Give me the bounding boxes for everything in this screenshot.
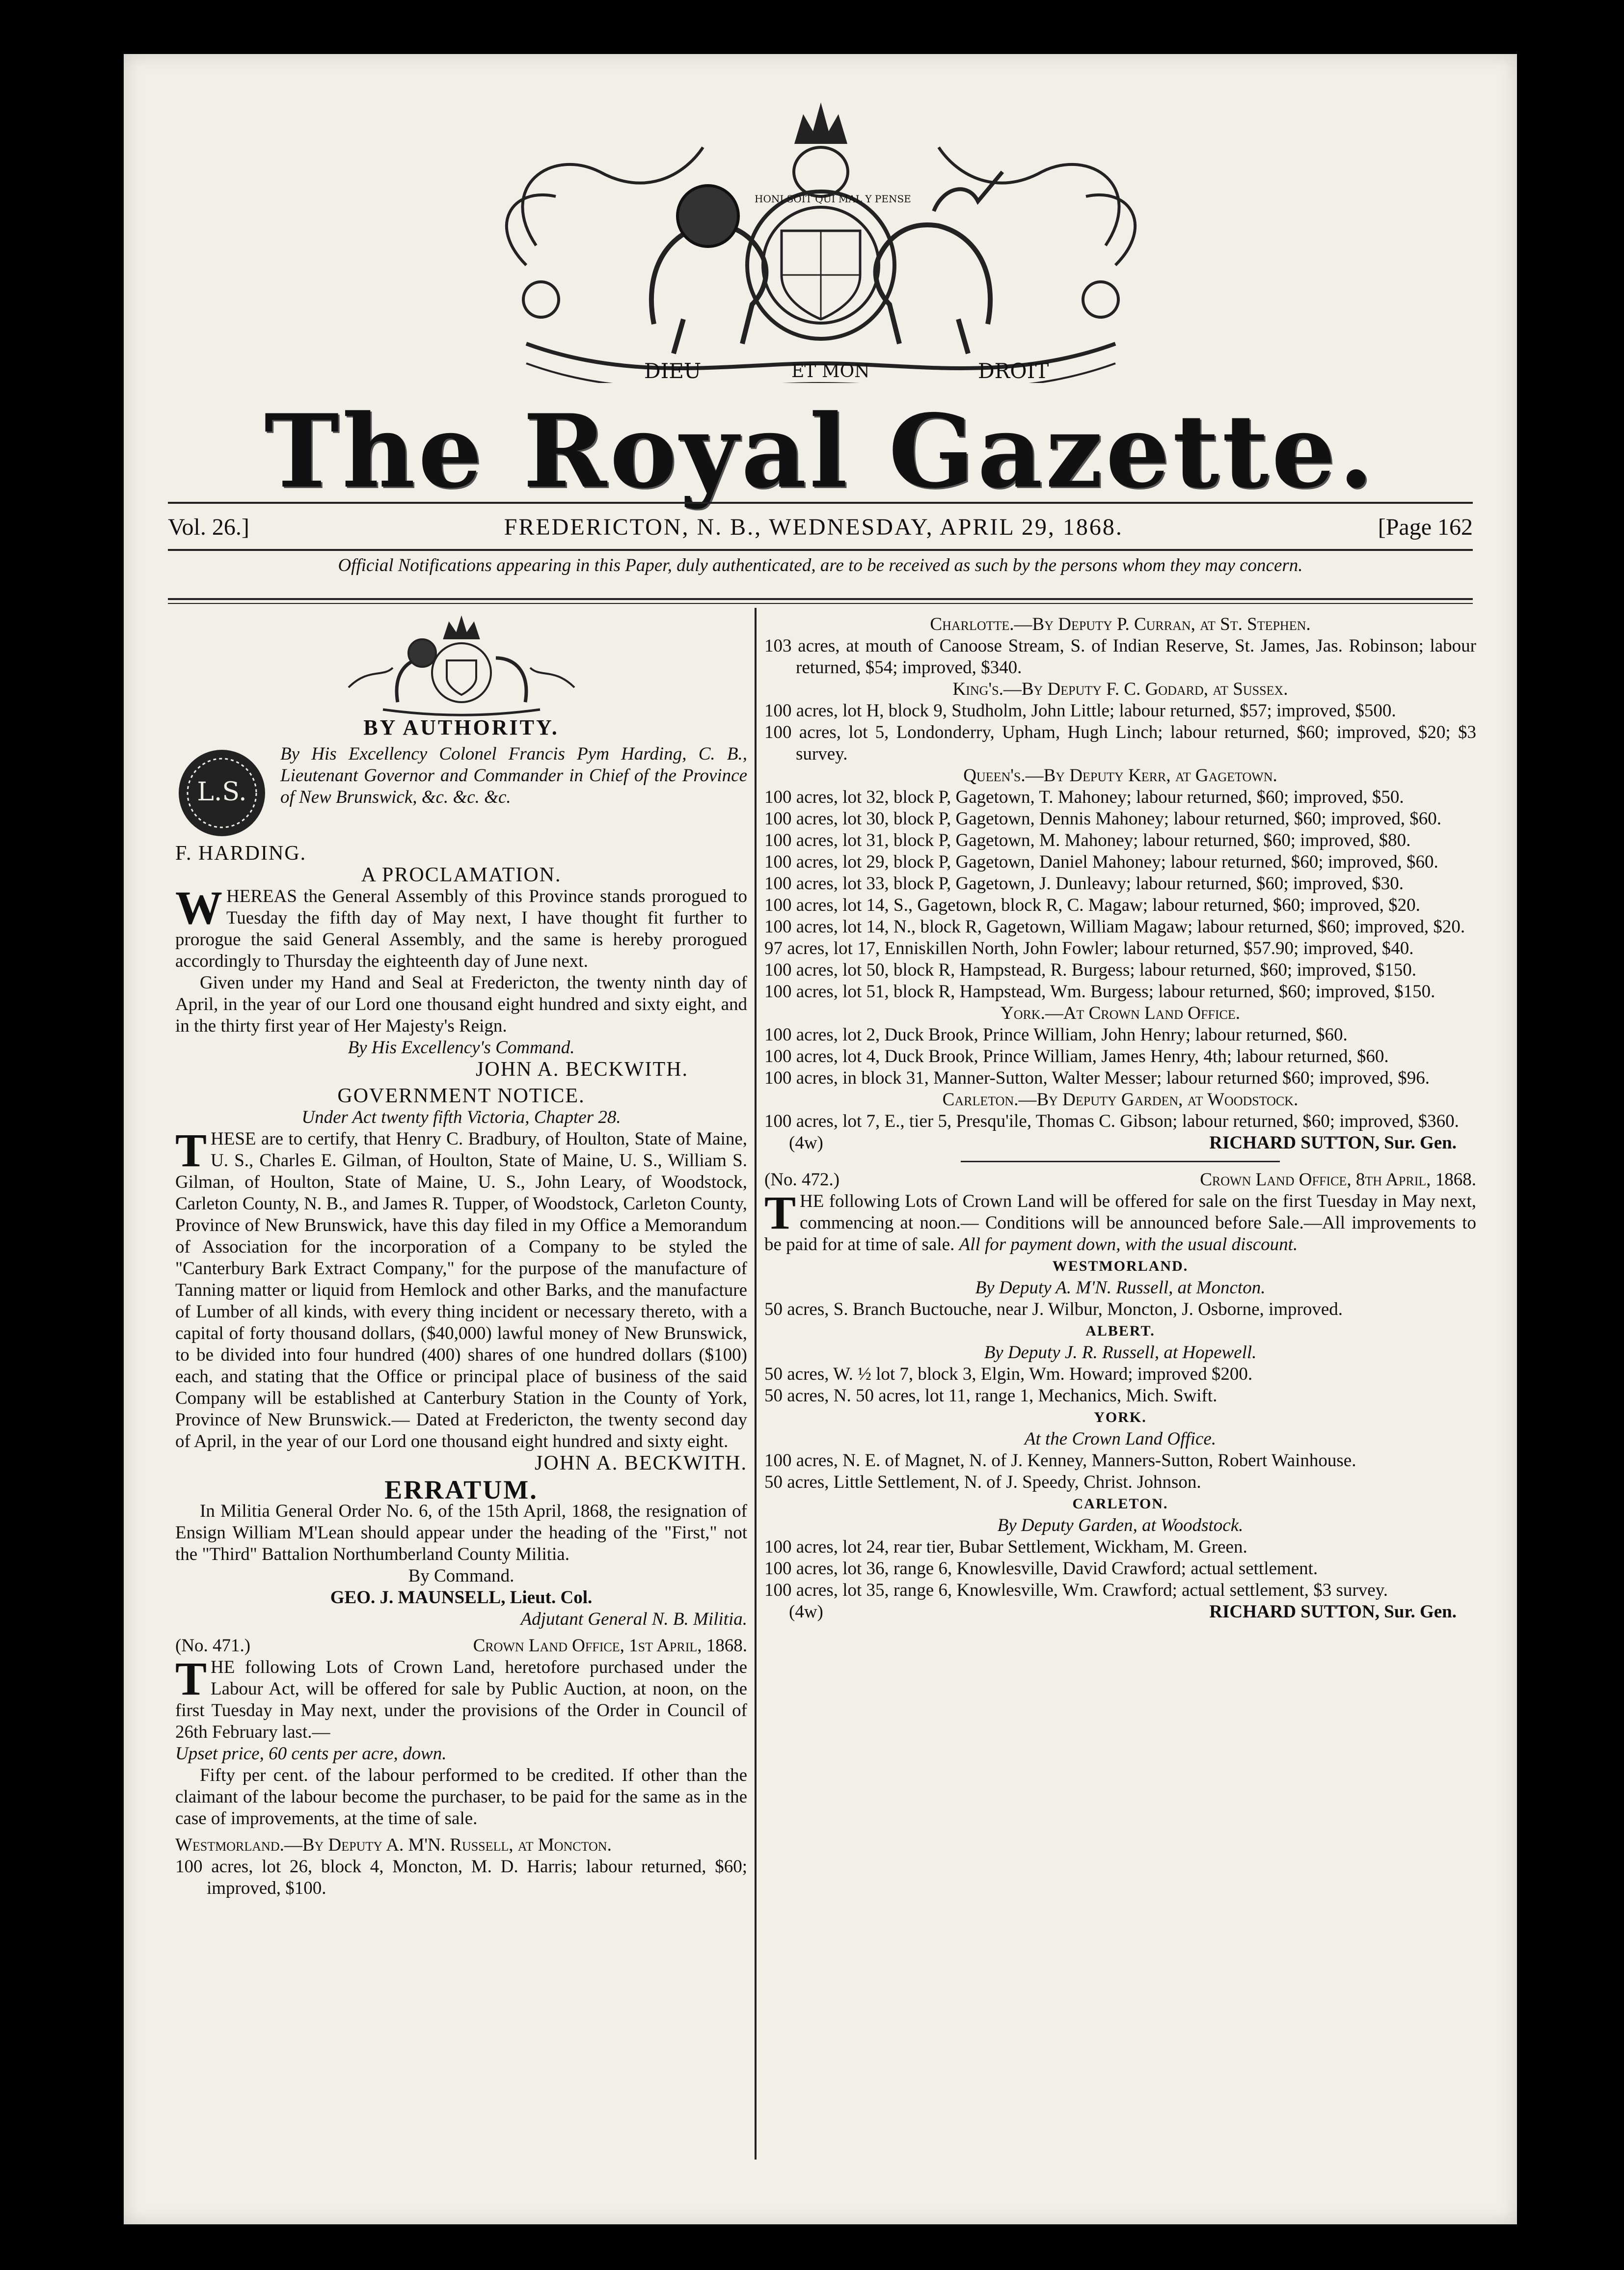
charlotte-list bbox=[764, 635, 1476, 679]
list-item: 50 acres, N. 50 acres, lot 11, range 1, Mechanics, Mich. Swift. bbox=[764, 1386, 1218, 1406]
crown-land-office-date: Crown Land Office, 8th April, 1868. bbox=[1200, 1170, 1476, 1190]
fifty-per-cent: Fifty per cent. of the labour performed to be credited. If other than the claimant of the labour become the purchaser, to be paid for the same as in the case of improvements, at the time of sale. bbox=[175, 1765, 747, 1829]
list-item: 100 acres, lot 14, N., block R, Gagetown, William Magaw; labour returned, $60; improved, $20. bbox=[764, 917, 1465, 937]
list-item: 100 acres, lot 30, block P, Gagetown, Dennis Mahoney; labour returned, $60; improved, $60. bbox=[764, 809, 1442, 829]
albert-subheading: ALBERT. bbox=[1085, 1323, 1155, 1339]
notice-472-body: HE following Lots of Crown Land will be offered for sale on the first Tuesday in May next, commencing at noon.— Conditions will be announced before Sale.—All improvements to be paid for at time of sale. bbox=[764, 1191, 1476, 1255]
insertion-mark: (4w) bbox=[789, 1602, 823, 1622]
place-and-date: FREDERICTON, N. B., WEDNESDAY, APRIL 29, 1868. bbox=[504, 514, 1123, 540]
column-divider bbox=[755, 608, 757, 2160]
kings-list bbox=[764, 700, 1476, 765]
list-item: 100 acres, lot 31, block P, Gagetown, M. Mahoney; labour returned, $60; improved, $80. bbox=[764, 830, 1411, 850]
volume-number: Vol. 26.] bbox=[168, 514, 249, 540]
york-heading: York.—At Crown Land Office. bbox=[1000, 1003, 1241, 1023]
carleton-list bbox=[764, 1111, 1476, 1132]
svg-text:L.S.: L.S. bbox=[197, 777, 247, 807]
york-deputy: At the Crown Land Office. bbox=[1024, 1429, 1217, 1449]
list-item: 100 acres, lot 35, range 6, Knowlesville, Wm. Crawford; actual settlement, $3 survey. bbox=[764, 1580, 1388, 1600]
government-notice-body: HESE are to certify, that Henry C. Bradbury, of Houlton, State of Maine, U. S., Charles E. Gilman, of Houlton, State of Maine, U. S., William S. Gilman, of Houlton, State of Maine, U. S., John Leary, of Woodstock, Carleton County, N. B., and James R. Tupper, of Woodstock, Carleton County, Province of New Brunswick, have this day filed in my Office a Memorandum of Association for the incorporation of a Company to be styled the "Canterbury Bark Extract Company," for the purpose of the manufacture of Tanning matter or liquid from Hemlock and other Barks, and the manufacture of Lumber of all kinds, with every thing incident or necessary thereto, with a capital of forty thousand dollars, ($40,000) lawful money of New Brunswick, to be divided into four hundred (400) shares of one hundred dollars ($100) each, and stating that the Office or principal place of business of the said Company will be established at Canterbury Station in the County of York, Province of New Brunswick.— Dated at Fredericton, the twenty second day of April, in the year of our Lord one thousand eight hundred and sixty eight. bbox=[175, 1129, 747, 1451]
beckwith-signature: JOHN A. BECKWITH. bbox=[535, 1452, 747, 1475]
list-item: 100 acres, lot 26, block 4, Moncton, M. D. Harris; labour returned, $60; improved, $100. bbox=[175, 1857, 747, 1898]
list-item: 50 acres, W. ½ lot 7, block 3, Elgin, Wm. Howard; improved $200. bbox=[764, 1364, 1253, 1384]
government-notice-act: Under Act twenty fifth Victoria, Chapter 28. bbox=[301, 1107, 621, 1127]
left-column bbox=[175, 614, 747, 1899]
small-coat-of-arms bbox=[339, 614, 584, 717]
carleton-deputy: By Deputy Garden, at Woodstock. bbox=[997, 1515, 1244, 1535]
government-notice-heading: GOVERNMENT NOTICE. bbox=[337, 1085, 585, 1107]
page-number: [Page 162 bbox=[1378, 514, 1473, 540]
notice-471-body: HE following Lots of Crown Land, heretofore purchased under the Labour Act, will be offered for sale by Public Auction, at noon, on the first Tuesday in May next, under the provisions of the Order in Council of 26th February last.— bbox=[175, 1657, 747, 1742]
crown-land-office-date: Crown Land Office, 1st April, 1868. bbox=[473, 1636, 747, 1656]
notice-number: (No. 472.) bbox=[764, 1170, 840, 1190]
list-item: 100 acres, lot 5, Londonderry, Upham, Hugh Linch; labour returned, $60; improved, $20; $3 survey. bbox=[764, 722, 1476, 764]
by-command: By Command. bbox=[408, 1566, 514, 1586]
westmorland-deputy: By Deputy A. M'N. Russell, at Moncton. bbox=[975, 1278, 1266, 1298]
beckwith-signature: JOHN A. BECKWITH. bbox=[476, 1058, 688, 1081]
list-item: 50 acres, S. Branch Buctouche, near J. Wilbur, Moncton, J. Osborne, improved. bbox=[764, 1299, 1343, 1319]
command-line: By His Excellency's Command. bbox=[348, 1038, 575, 1058]
notice-number: (No. 471.) bbox=[175, 1636, 251, 1656]
erratum-body: In Militia General Order No. 6, of the 15th April, 1868, the resignation of Ensign William M'Lean should appear under the heading of the "First," not the "Third" Battalion Northumberland County Militia. bbox=[175, 1501, 747, 1564]
proclamation-body: HEREAS the General Assembly of this Province stands prorogued to Tuesday the fifth day of May next, I have thought fit further to prorogue the said General Assembly, and the same is hereby prorogued accordingly to Thursday the eighteenth day of June next. bbox=[175, 886, 747, 971]
newspaper-title: The Royal Gazette. bbox=[264, 393, 1377, 511]
list-item: 100 acres, lot 50, block R, Hampstead, R. Burgess; labour returned, $60; improved, $150. bbox=[764, 960, 1417, 980]
proclamation-heading: A PROCLAMATION. bbox=[361, 864, 562, 886]
carleton-subheading: CARLETON. bbox=[1072, 1496, 1168, 1512]
erratum-heading: ERRATUM. bbox=[384, 1475, 538, 1504]
list-item: 100 acres, lot 24, rear tier, Bubar Settlement, Wickham, M. Green. bbox=[764, 1537, 1247, 1557]
excellency-title: By His Excellency Colonel Francis Pym Harding, C. B., Lieutenant Governor and Commander in Chief of the Province of New Brunswick, &c. &c. &c. bbox=[280, 744, 747, 807]
garter-motto: HONI SOIT QUI MAL Y PENSE bbox=[755, 193, 911, 205]
gazette-page bbox=[124, 54, 1517, 2224]
official-notice: Official Notifications appearing in this Paper, duly authenticated, are to be received as such by the persons whom they may concern. bbox=[338, 555, 1303, 575]
list-item: 97 acres, lot 17, Enniskillen North, John Fowler; labour returned, $57.90; improved, $40. bbox=[764, 938, 1414, 958]
adjutant-title: Adjutant General N. B. Militia. bbox=[520, 1609, 747, 1629]
drop-cap: T bbox=[175, 1124, 207, 1176]
list-item: 100 acres, in block 31, Manner-Sutton, Walter Messer; labour returned $60; improved, $96. bbox=[764, 1068, 1430, 1088]
notice-472-header bbox=[764, 1169, 1476, 1191]
royal-coat-of-arms bbox=[389, 88, 1253, 383]
list-item: 100 acres, lot H, block 9, Studholm, John Little; labour returned, $57; improved, $500. bbox=[764, 701, 1396, 721]
payment-terms: All for payment down, with the usual discount. bbox=[959, 1234, 1298, 1255]
charlotte-heading: Charlotte.—By Deputy P. Curran, at St. Stephen. bbox=[930, 614, 1311, 634]
list-item: 100 acres, lot 32, block P, Gagetown, T. Mahoney; labour returned, $60; improved, $50. bbox=[764, 787, 1404, 807]
top-rule bbox=[168, 502, 1473, 504]
separator-rule bbox=[961, 1161, 1280, 1162]
list-item: 100 acres, lot 2, Duck Brook, Prince William, John Henry; labour returned, $60. bbox=[764, 1025, 1348, 1045]
official-seal-icon bbox=[175, 746, 269, 840]
drop-cap: W bbox=[175, 881, 222, 934]
dateline bbox=[168, 505, 1473, 549]
header-bottom-rule-thin bbox=[168, 603, 1473, 604]
motto-dieu: DIEU bbox=[644, 359, 702, 383]
sutton-signature-row bbox=[764, 1132, 1476, 1154]
right-column bbox=[764, 614, 1476, 1623]
motto-droit: DROIT bbox=[978, 359, 1049, 383]
list-item: 100 acres, lot 36, range 6, Knowlesville, David Crawford; actual settlement. bbox=[764, 1559, 1318, 1579]
list-item: 100 acres, lot 14, S., Gagetown, block R, C. Magaw; labour returned, $60; improved, $20. bbox=[764, 895, 1420, 915]
york-subheading: YORK. bbox=[1094, 1409, 1147, 1425]
sutton-signature: RICHARD SUTTON, Sur. Gen. bbox=[1209, 1133, 1457, 1153]
westmorland-heading: Westmorland.—By Deputy A. M'N. Russell, at Moncton. bbox=[175, 1835, 612, 1855]
list-item: 100 acres, lot 51, block R, Hampstead, Wm. Burgess; labour returned, $60; improved, $150. bbox=[764, 982, 1435, 1002]
list-item: 100 acres, N. E. of Magnet, N. of J. Kenney, Manners-Sutton, Robert Wainhouse. bbox=[764, 1450, 1356, 1471]
list-item: 103 acres, at mouth of Canoose Stream, S. of Indian Reserve, St. James, Jas. Robinson; labour returned, $54; improved, $340. bbox=[764, 636, 1476, 678]
albert-deputy: By Deputy J. R. Russell, at Hopewell. bbox=[984, 1342, 1257, 1363]
kings-heading: King's.—By Deputy F. C. Godard, at Sussex. bbox=[952, 679, 1288, 699]
drop-cap: T bbox=[175, 1652, 207, 1705]
notice-471-header bbox=[175, 1635, 747, 1657]
given-under-hand: Given under my Hand and Seal at Fredericton, the twenty ninth day of April, in the year of our Lord one thousand eight hundred and sixty eight, and in the thirty first year of Her Majesty's Reign. bbox=[175, 973, 747, 1036]
list-item: 50 acres, Little Settlement, N. of J. Speedy, Christ. Johnson. bbox=[764, 1472, 1201, 1492]
governor-signature: F. HARDING. bbox=[175, 842, 307, 865]
westmorland-subheading: WESTMORLAND. bbox=[1052, 1258, 1189, 1274]
york-list bbox=[764, 1024, 1476, 1089]
sutton-signature-row bbox=[764, 1601, 1476, 1623]
by-authority-heading: BY AUTHORITY. bbox=[363, 715, 559, 739]
queens-list bbox=[764, 787, 1476, 1003]
upset-price: Upset price, 60 cents per acre, down. bbox=[175, 1744, 447, 1764]
maunsell-signature: GEO. J. MAUNSELL, Lieut. Col. bbox=[330, 1587, 593, 1608]
sutton-signature: RICHARD SUTTON, Sur. Gen. bbox=[1209, 1602, 1457, 1622]
header-bottom-rule bbox=[168, 598, 1473, 600]
list-item: 100 acres, lot 4, Duck Brook, Prince William, James Henry, 4th; labour returned, $60. bbox=[764, 1046, 1389, 1067]
list-item: 100 acres, lot 33, block P, Gagetown, J. Dunleavy; labour returned, $60; improved, $30. bbox=[764, 874, 1404, 894]
carleton-heading: Carleton.—By Deputy Garden, at Woodstock. bbox=[942, 1090, 1299, 1110]
list-item: 100 acres, lot 7, E., tier 5, Presqu'ile, Thomas C. Gibson; labour returned, $60; improved, $360. bbox=[764, 1111, 1459, 1131]
mid-rule bbox=[168, 549, 1473, 551]
insertion-mark: (4w) bbox=[789, 1133, 823, 1153]
list-item: 100 acres, lot 29, block P, Gagetown, Daniel Mahoney; labour returned, $60; improved, $60. bbox=[764, 852, 1438, 872]
queens-heading: Queen's.—By Deputy Kerr, at Gagetown. bbox=[963, 766, 1277, 786]
drop-cap: T bbox=[764, 1186, 796, 1239]
motto-et-mon: ET MON bbox=[791, 361, 870, 382]
